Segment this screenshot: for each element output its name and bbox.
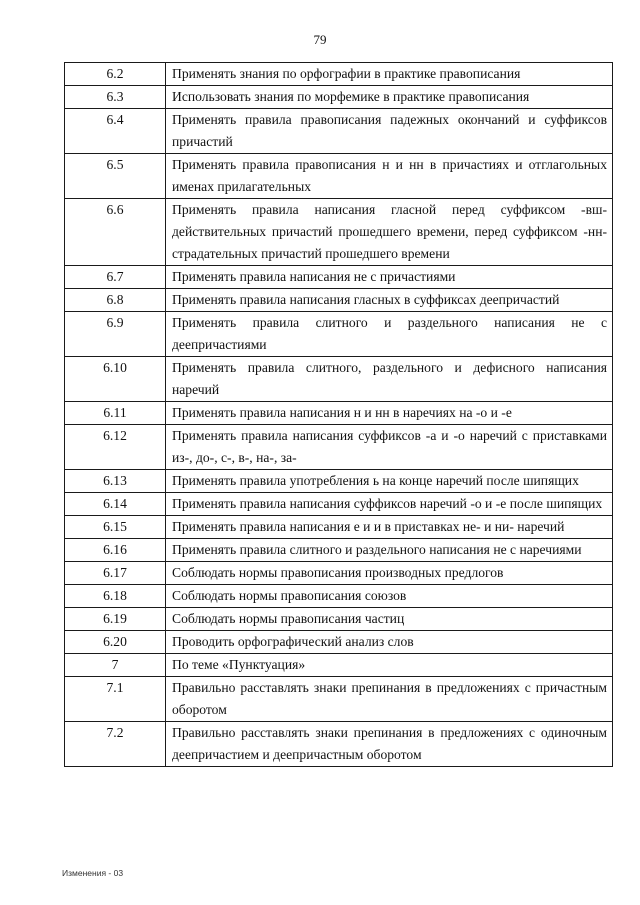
row-text: По теме «Пунктуация» [166,654,613,677]
row-text: Применять правила правописания н и нн в причастиях и отглагольных именах прилагательных [166,154,613,199]
table-row [65,154,613,199]
table-row [65,677,613,722]
row-text: Применять правила написания суффиксов -а и -о наречий с приставками из-, до-, с-, в-, на-, за- [166,425,613,470]
row-text: Применять правила написания е и и в приставках не- и ни- наречий [166,516,613,539]
row-text: Применять правила написания н и нн в наречиях на -о и -е [166,402,613,425]
row-number: 6.12 [65,425,166,470]
row-number: 7 [65,654,166,677]
row-number: 6.11 [65,402,166,425]
row-text: Применять правила написания суффиксов наречий -о и -е после шипящих [166,493,613,516]
table-row [65,109,613,154]
row-text: Проводить орфографический анализ слов [166,631,613,654]
row-number: 6.5 [65,154,166,199]
row-number: 6.20 [65,631,166,654]
table-row [65,585,613,608]
row-number: 6.7 [65,266,166,289]
row-number: 6.6 [65,199,166,266]
table-row [65,402,613,425]
row-text: Применять правила слитного, раздельного и дефисного написания наречий [166,357,613,402]
row-number: 6.16 [65,539,166,562]
page-number: 79 [313,32,327,47]
row-text: Применять правила написания гласной перед суффиксом -вш- действительных причастий прошедшего времени, перед суффиксом -нн- страдательных причастий прошедшего времени [166,199,613,266]
table-row [65,86,613,109]
row-number: 6.10 [65,357,166,402]
table-row [65,266,613,289]
row-number: 6.17 [65,562,166,585]
table-row [65,289,613,312]
table-row [65,63,613,86]
row-number: 6.13 [65,470,166,493]
table-row [65,199,613,266]
requirements-table [64,62,613,767]
table-row [65,357,613,402]
table-row [65,722,613,767]
row-text: Применять знания по орфографии в практике правописания [166,63,613,86]
footer-revision: Изменения - 03 [62,868,124,878]
row-number: 6.4 [65,109,166,154]
row-number: 6.14 [65,493,166,516]
row-text: Применять правила правописания падежных окончаний и суффиксов причастий [166,109,613,154]
row-text: Соблюдать нормы правописания союзов [166,585,613,608]
table-row [65,562,613,585]
row-text: Применять правила употребления ь на конце наречий после шипящих [166,470,613,493]
row-number: 6.9 [65,312,166,357]
row-text: Применять правила написания гласных в суффиксах деепричастий [166,289,613,312]
row-number: 6.15 [65,516,166,539]
table-row [65,539,613,562]
table-row [65,654,613,677]
table-row [65,631,613,654]
row-text: Применять правила написания не с причастиями [166,266,613,289]
row-number: 6.18 [65,585,166,608]
table-row [65,312,613,357]
row-text: Правильно расставлять знаки препинания в предложениях с одиночным деепричастием и деепричастным оборотом [166,722,613,767]
row-number: 6.8 [65,289,166,312]
row-number: 6.3 [65,86,166,109]
row-text: Соблюдать нормы правописания производных предлогов [166,562,613,585]
row-number: 6.2 [65,63,166,86]
row-text: Правильно расставлять знаки препинания в предложениях с причастным оборотом [166,677,613,722]
row-number: 7.1 [65,677,166,722]
row-text: Соблюдать нормы правописания частиц [166,608,613,631]
row-number: 6.19 [65,608,166,631]
table-row [65,425,613,470]
table-row [65,608,613,631]
table-row [65,493,613,516]
table-body [65,63,613,767]
row-number: 7.2 [65,722,166,767]
row-text: Применять правила слитного и раздельного написания не с наречиями [166,539,613,562]
table-row [65,470,613,493]
row-text: Использовать знания по морфемике в практике правописания [166,86,613,109]
row-text: Применять правила слитного и раздельного написания не с деепричастиями [166,312,613,357]
table-row [65,516,613,539]
